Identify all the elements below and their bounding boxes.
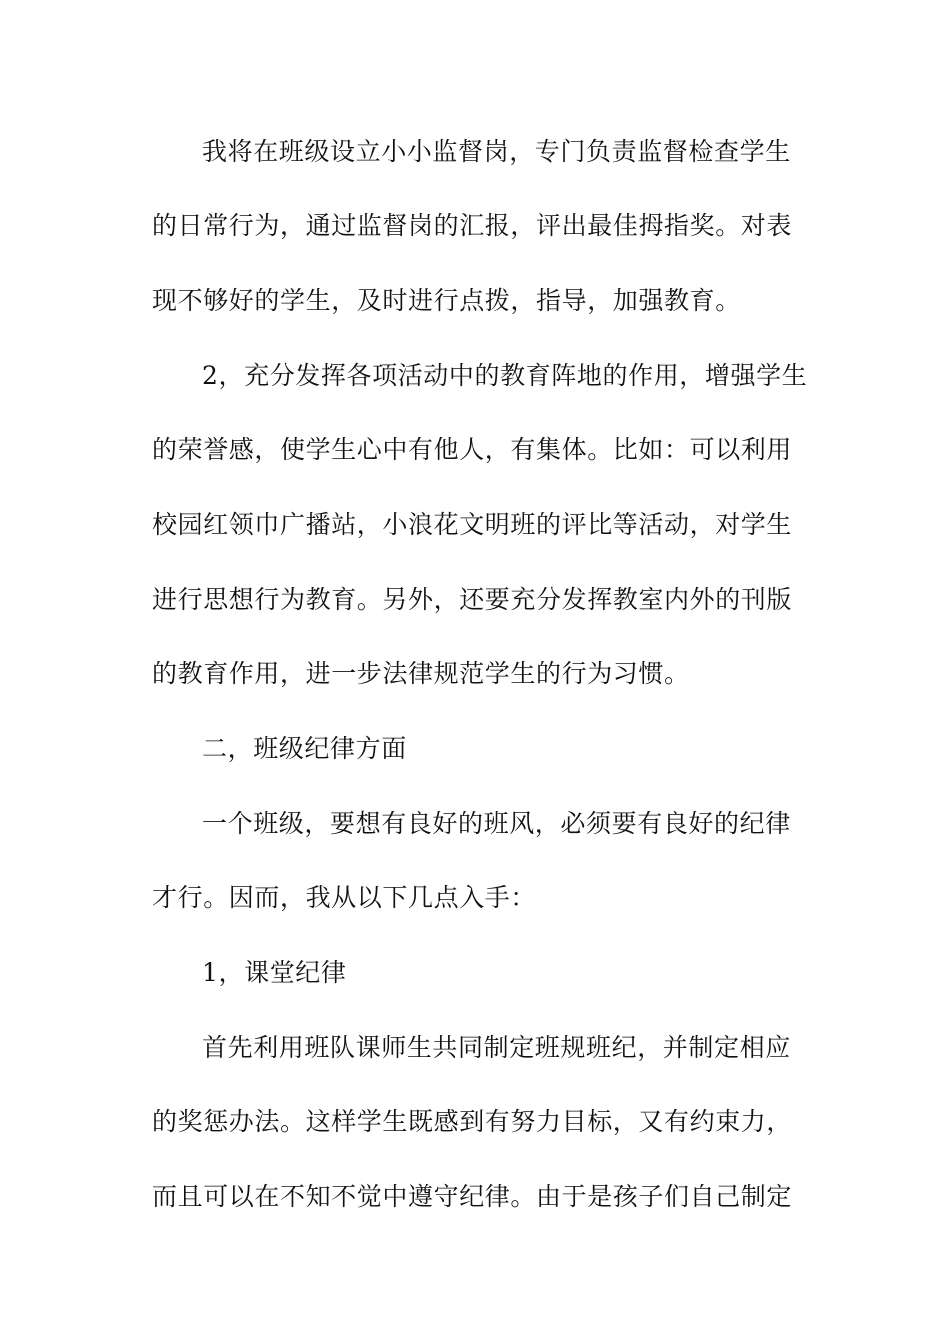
text-line: 才行。因而，我从以下几点入手：	[152, 883, 537, 912]
section-heading: 二，班级纪律方面	[202, 734, 407, 763]
text-line: 校园红领巾广播站，小浪花文明班的评比等活动，对学生	[152, 510, 793, 539]
text-line: 一个班级，要想有良好的班风，必须要有良好的纪律	[202, 809, 791, 838]
text-line: 首先利用班队课师生共同制定班规班纪，并制定相应	[202, 1033, 791, 1062]
text-line: 的奖惩办法。这样学生既感到有努力目标，又有约束力，	[152, 1107, 793, 1136]
text-line: 2，充分发挥各项活动中的教育阵地的作用，增强学生	[202, 361, 808, 390]
text-line: 而且可以在不知不觉中遵守纪律。由于是孩子们自己制定	[152, 1182, 793, 1211]
text-line: 的荣誉感，使学生心中有他人，有集体。比如：可以利用	[152, 435, 793, 464]
text-line: 进行思想行为教育。另外，还要充分发挥教室内外的刊版	[152, 585, 793, 614]
text-line: 的教育作用，进一步法律规范学生的行为习惯。	[152, 659, 690, 688]
text-line: 现不够好的学生，及时进行点拨，指导，加强教育。	[152, 286, 741, 315]
subsection-heading: 1，课堂纪律	[202, 958, 347, 987]
text-line: 我将在班级设立小小监督岗，专门负责监督检查学生	[202, 137, 791, 166]
text-line: 的日常行为，通过监督岗的汇报，评出最佳拇指奖。对表	[152, 211, 793, 240]
